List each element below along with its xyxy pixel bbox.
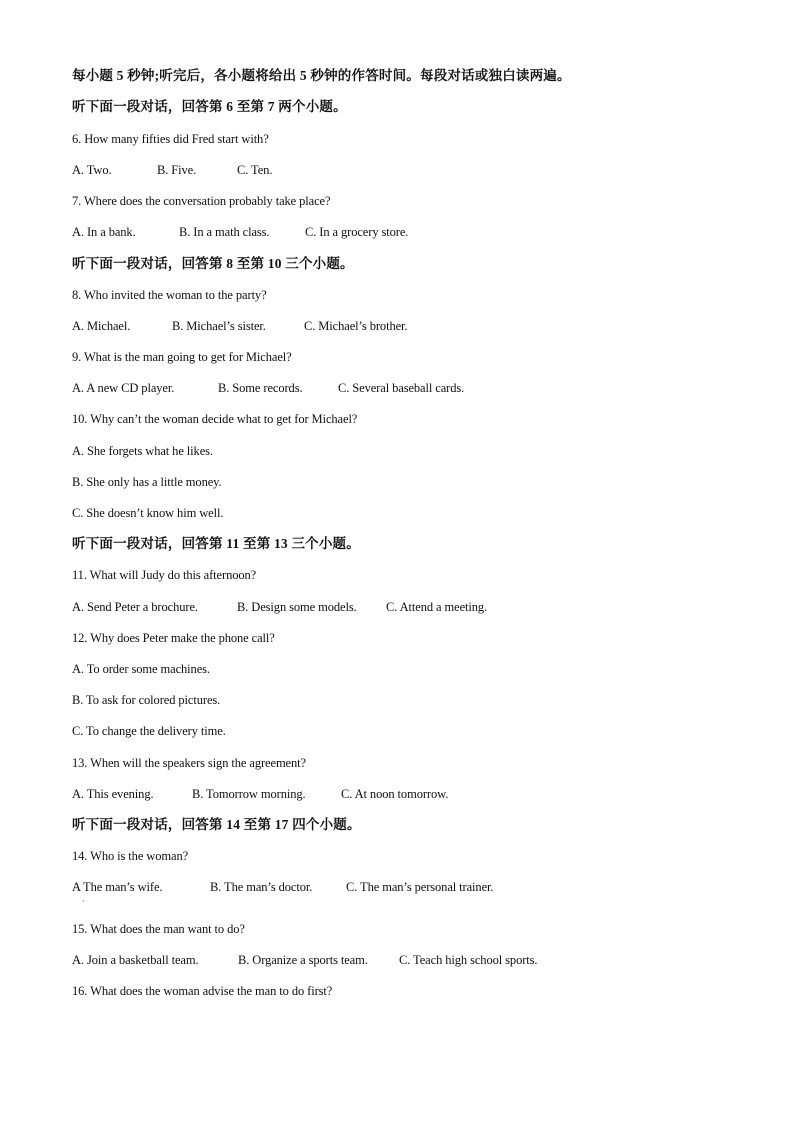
option-b: B. Tomorrow morning. [192,787,306,801]
option-c: C. Ten. [237,163,273,177]
section-heading-11-13: 听下面一段对话，回答第 11 至第 13 三个小题。 [72,536,360,551]
question-14-stem: 14. Who is the woman? [72,849,189,863]
question-9-options [72,380,464,396]
option-c: C. At noon tomorrow. [341,787,449,801]
question-13-options [72,786,448,802]
option-a: A. This evening. [72,787,154,801]
question-10-stem: 10. Why can’t the woman decide what to get for Michael? [72,412,358,426]
question-9-stem: 9. What is the man going to get for Michael? [72,350,292,364]
option-c: C. In a grocery store. [305,225,409,239]
question-11-stem: 11. What will Judy do this afternoon? [72,568,257,582]
option-b: B. In a math class. [179,225,270,239]
question-6-stem: 6. How many fifties did Fred start with? [72,132,269,146]
option-b: B. Michael’s sister. [172,319,266,333]
option-a: A The man’s wife. [72,880,163,894]
section-heading-8-10: 听下面一段对话，回答第 8 至第 10 三个小题。 [72,256,354,271]
question-7-options [72,224,408,240]
question-15-options [72,952,537,968]
option-c: C. The man’s personal trainer. [346,880,494,894]
question-10-option-c: C. She doesn’t know him well. [72,506,224,520]
option-a: A. In a bank. [72,225,136,239]
section-heading-6-7: 听下面一段对话，回答第 6 至第 7 两个小题。 [72,99,347,114]
stray-dot-mark: · [82,897,85,906]
option-b: B. The man’s doctor. [210,880,313,894]
question-14-options [72,879,493,895]
question-13-stem: 13. When will the speakers sign the agreement? [72,756,306,770]
question-11-options [72,599,487,615]
section-heading-14-17: 听下面一段对话，回答第 14 至第 17 四个小题。 [72,817,361,832]
question-8-stem: 8. Who invited the woman to the party? [72,288,267,302]
question-12-option-a: A. To order some machines. [72,662,210,676]
option-b: B. Five. [157,163,197,177]
option-c: C. Teach high school sports. [399,953,538,967]
option-c: C. Several baseball cards. [338,381,465,395]
question-10-option-b: B. She only has a little money. [72,475,222,489]
option-a: A. Join a basketball team. [72,953,199,967]
option-a: A. A new CD player. [72,381,175,395]
question-10-option-a: A. She forgets what he likes. [72,444,213,458]
question-15-stem: 15. What does the man want to do? [72,922,245,936]
option-a: A. Michael. [72,319,131,333]
instructions-intro: 每小题 5 秒钟;听完后，各小题将给出 5 秒钟的作答时间。每段对话或独白读两遍。 [72,68,571,83]
question-12-option-c: C. To change the delivery time. [72,724,226,738]
option-c: C. Attend a meeting. [386,600,488,614]
option-c: C. Michael’s brother. [304,319,408,333]
question-12-stem: 12. Why does Peter make the phone call? [72,631,275,645]
option-a: A. Two. [72,163,112,177]
question-16-stem: 16. What does the woman advise the man to do first? [72,984,333,998]
question-12-option-b: B. To ask for colored pictures. [72,693,221,707]
option-b: B. Organize a sports team. [238,953,368,967]
option-a: A. Send Peter a brochure. [72,600,198,614]
option-b: B. Design some models. [237,600,357,614]
option-b: B. Some records. [218,381,303,395]
question-7-stem: 7. Where does the conversation probably take place? [72,194,331,208]
question-6-options [72,162,272,178]
question-8-options [72,318,407,334]
